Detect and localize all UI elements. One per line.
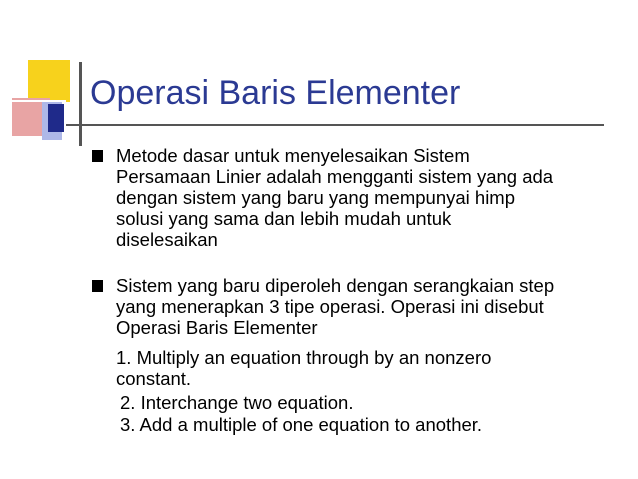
bullet-1-line-4: solusi yang sama dan lebih mudah untuk (116, 208, 452, 229)
slide-title: Operasi Baris Elementer (90, 74, 461, 112)
decor-vertical-line (79, 62, 82, 146)
bullet-1-line-1: Metode dasar untuk menyelesaikan Sistem (116, 145, 470, 166)
bullet-1-line-5: diselesaikan (116, 229, 218, 250)
step-2: 2. Interchange two equation. (120, 392, 354, 413)
decor-yellow-square (28, 60, 70, 102)
step-1-line-2: constant. (116, 368, 192, 389)
bullet-2-line-1: Sistem yang baru diperoleh dengan serangkaian step (116, 275, 555, 296)
bullet-2-line-2: yang menerapkan 3 tipe operasi. Operasi ini disebut (116, 296, 544, 317)
bullet-2-line-3: Operasi Baris Elementer (116, 317, 318, 338)
square-bullet-icon (92, 150, 103, 162)
step-3: 3. Add a multiple of one equation to another. (120, 414, 483, 435)
bullet-1-line-3: dengan sistem yang baru yang mempunyai himp (116, 187, 516, 208)
step-1-line-1: 1. Multiply an equation through by an nonzero (116, 347, 492, 368)
decor-blue-square (48, 104, 64, 132)
bullet-1-line-2: Persamaan Linier adalah mengganti sistem yang ada (116, 166, 554, 187)
title-underline (66, 124, 604, 126)
decor-white-line (10, 100, 66, 102)
square-bullet-icon (92, 280, 103, 292)
